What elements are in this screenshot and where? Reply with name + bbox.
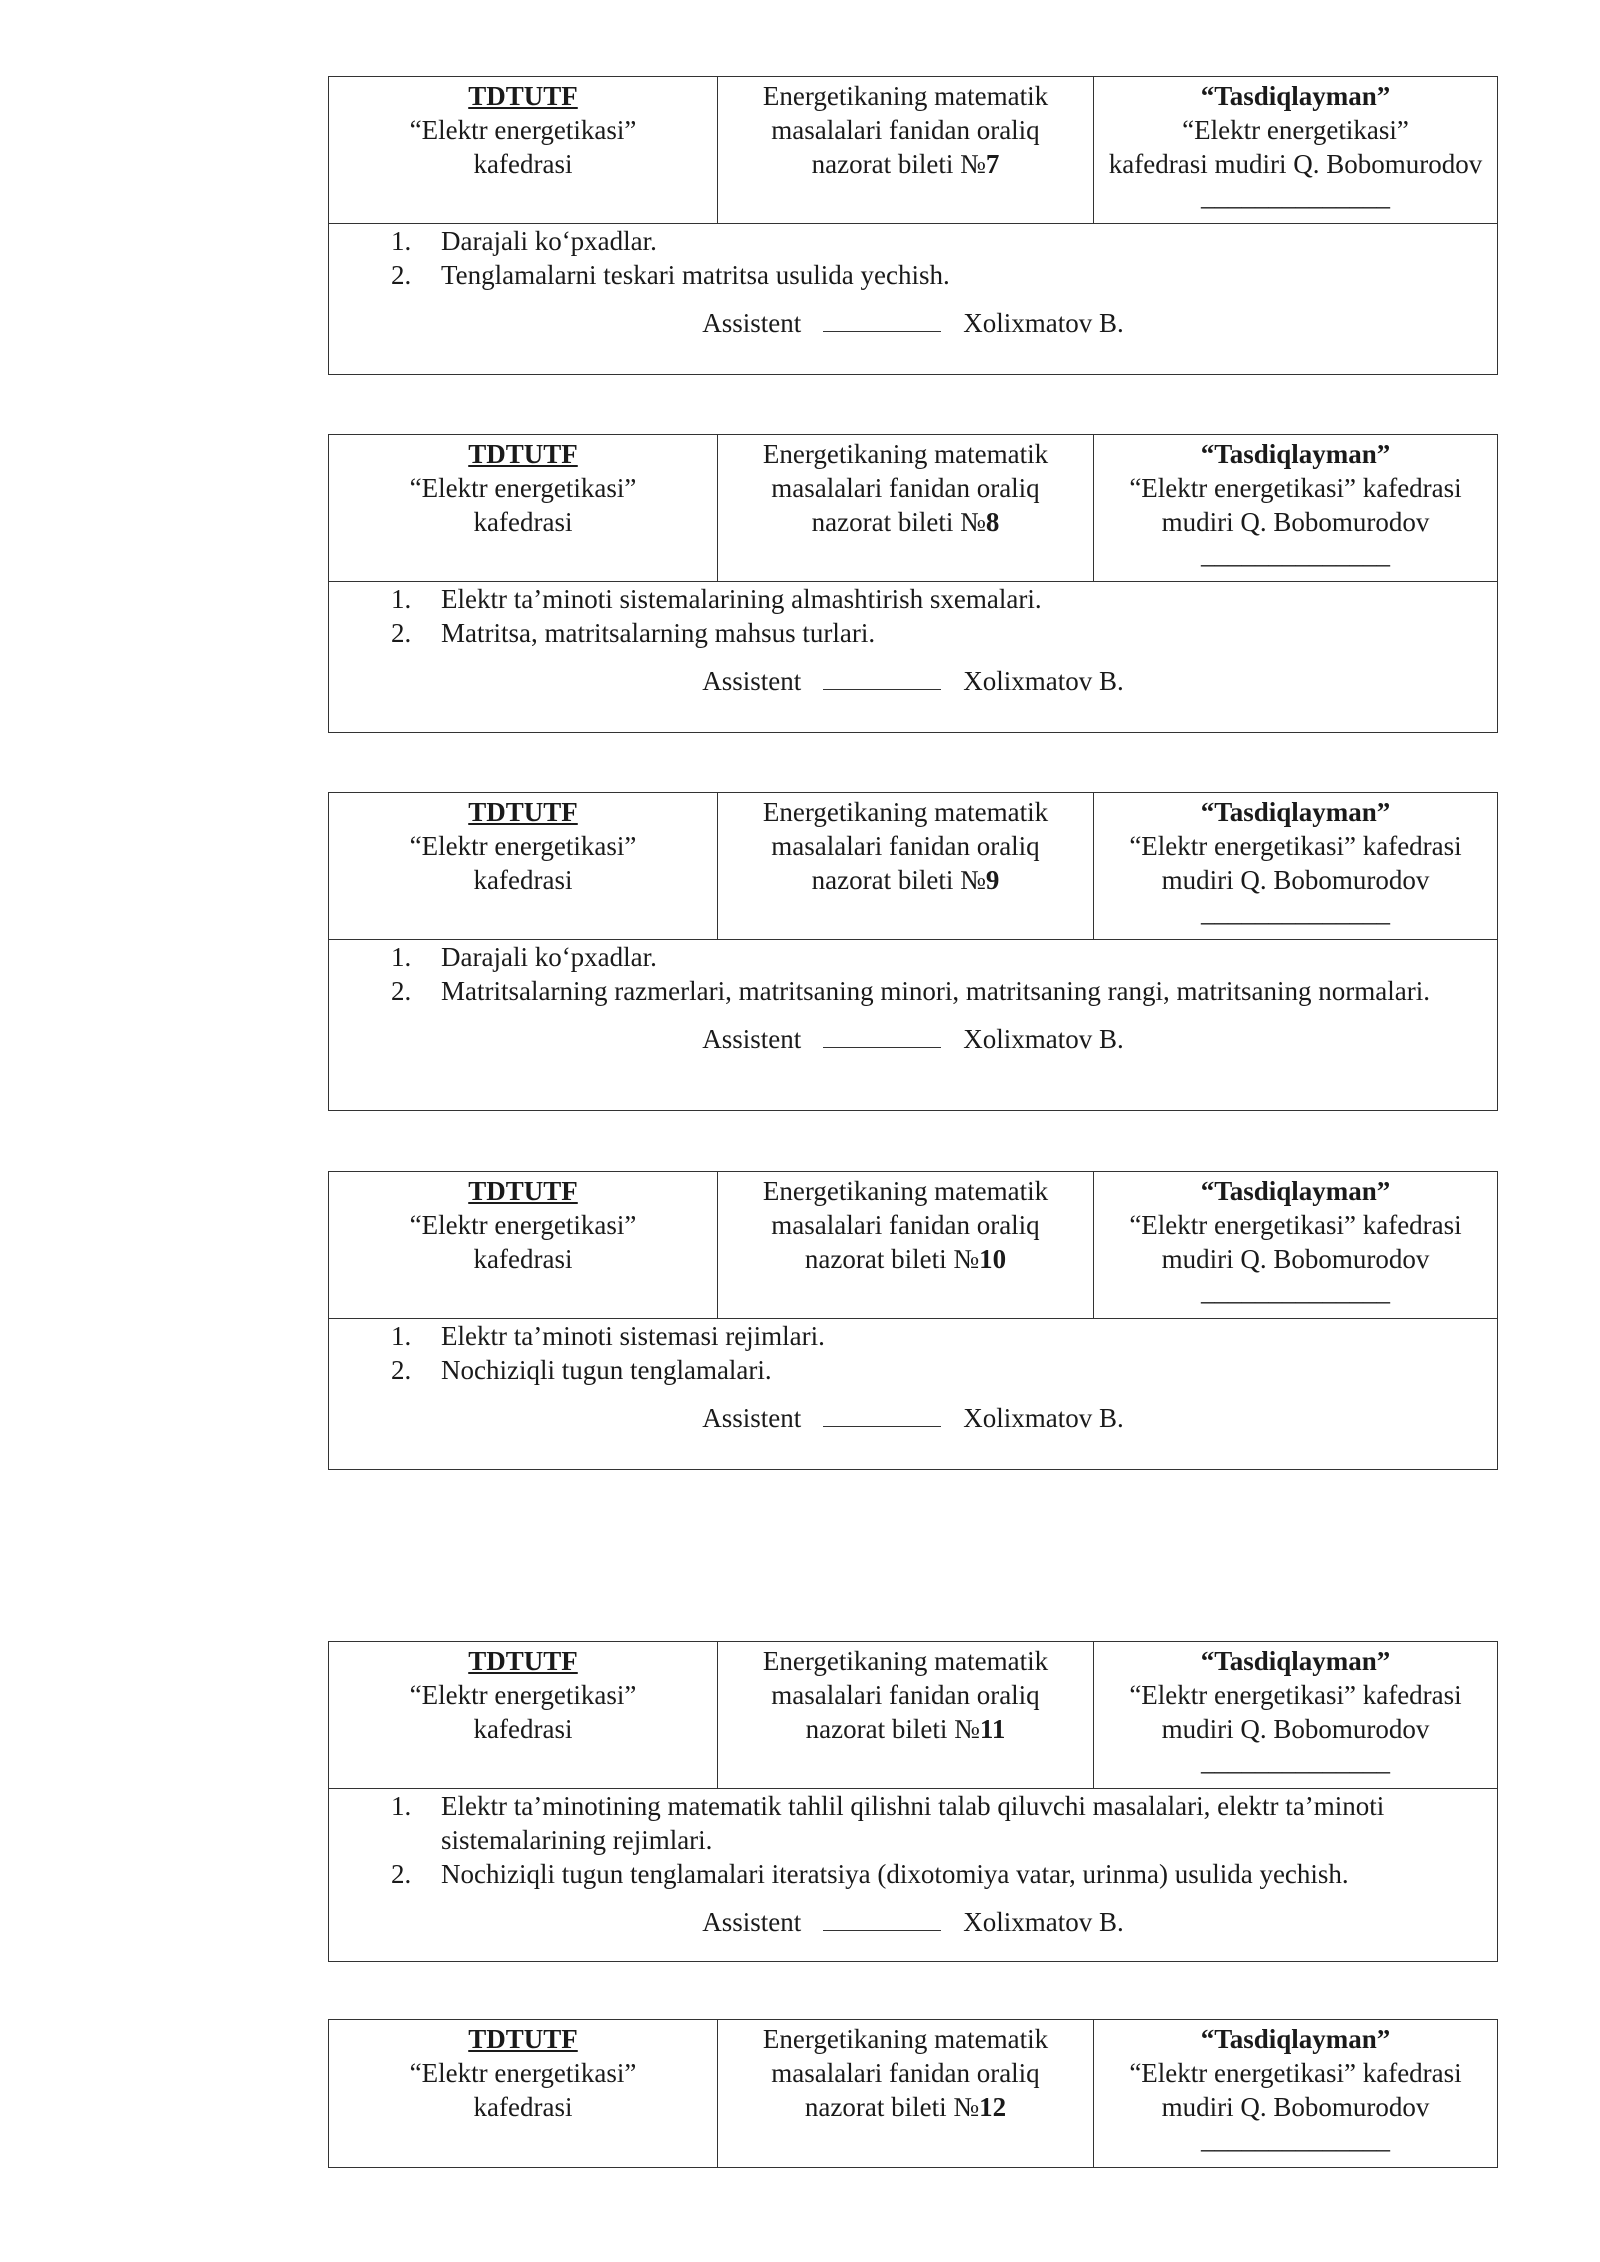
signature-row	[329, 1022, 1497, 1056]
org-name: TDTUTF	[468, 439, 578, 469]
ticket-header	[329, 793, 1497, 940]
approve-title: “Tasdiqlayman”	[1200, 1176, 1391, 1206]
ticket-header	[329, 1642, 1497, 1789]
approve-line2-start: kafedrasi	[1108, 149, 1208, 179]
approve-line2: mudiri Q. Bobomurodov	[1161, 1714, 1430, 1744]
question-number: 2.	[391, 976, 412, 1006]
subject-line1: Energetikaning matematik	[762, 1646, 1049, 1676]
ticket-9	[328, 792, 1498, 1111]
ticket-title-prefix: nazorat bileti №	[811, 865, 986, 895]
department-cell	[329, 793, 718, 939]
question-text: Elektr ta’minoti sistemalarining almashtirish sxemalari.	[441, 584, 1042, 614]
dept-line2: kafedrasi	[473, 507, 573, 537]
question-item	[329, 1319, 1497, 1353]
assistant-name: Xolixmatov B.	[963, 1403, 1124, 1433]
dept-line1: “Elektr energetikasi”	[409, 115, 637, 145]
approve-line2: mudiri Q. Bobomurodov	[1161, 507, 1430, 537]
question-text: Tenglamalarni teskari matritsa usulida yechish.	[441, 260, 950, 290]
question-item	[329, 974, 1497, 1008]
approve-line2: mudiri Q. Bobomurodov	[1161, 1244, 1430, 1274]
ticket-title-prefix: nazorat bileti №	[811, 149, 986, 179]
department-cell	[329, 1172, 718, 1318]
approve-title: “Tasdiqlayman”	[1200, 1646, 1391, 1676]
ticket-body	[329, 940, 1497, 1110]
subject-cell	[718, 1172, 1094, 1318]
question-text: Elektr ta’minoti sistemasi rejimlari.	[441, 1321, 825, 1351]
dept-line1: “Elektr energetikasi”	[409, 1210, 637, 1240]
org-name: TDTUTF	[468, 797, 578, 827]
subject-line2: masalalari fanidan oraliq	[771, 2058, 1040, 2088]
ticket-number: 7	[985, 149, 1000, 179]
question-text: Elektr ta’minotining matematik tahlil qilishni talab qiluvchi masalalari, elektr ta’minoti sistemalarining rejimlari.	[441, 1791, 1385, 1855]
assistant-name: Xolixmatov B.	[963, 666, 1124, 696]
approve-line2: mudiri Q. Bobomurodov	[1161, 2092, 1430, 2122]
signature-blank	[823, 307, 941, 332]
approve-line1: “Elektr energetikasi” kafedrasi	[1129, 831, 1462, 861]
org-name: TDTUTF	[468, 1176, 578, 1206]
approve-signature-line: ______________	[1201, 1746, 1390, 1776]
approval-cell	[1094, 77, 1497, 223]
approval-cell	[1094, 2020, 1497, 2167]
ticket-header	[329, 77, 1497, 224]
question-text: Darajali ko‘pxadlar.	[441, 226, 657, 256]
department-cell	[329, 435, 718, 581]
approve-signature-line: ______________	[1201, 539, 1390, 569]
ticket-title	[718, 1242, 1093, 1276]
question-item	[329, 1789, 1497, 1857]
ticket-header	[329, 435, 1497, 582]
approve-signature-line: ______________	[1201, 181, 1390, 211]
approve-line2: mudiri Q. Bobomurodov	[1161, 865, 1430, 895]
ticket-10	[328, 1171, 1498, 1470]
subject-line2: masalalari fanidan oraliq	[771, 1680, 1040, 1710]
subject-line1: Energetikaning matematik	[762, 439, 1049, 469]
question-text: Darajali ko‘pxadlar.	[441, 942, 657, 972]
ticket-number: 12	[979, 2092, 1007, 2122]
ticket-title-prefix: nazorat bileti №	[804, 1244, 980, 1274]
question-list	[329, 1789, 1497, 1891]
approve-line1: “Elektr energetikasi” kafedrasi	[1129, 2058, 1462, 2088]
approve-title: “Tasdiqlayman”	[1200, 797, 1391, 827]
approve-title: “Tasdiqlayman”	[1200, 2024, 1391, 2054]
approval-cell	[1094, 1172, 1497, 1318]
dept-line2: kafedrasi	[473, 1714, 573, 1744]
question-item	[329, 1857, 1497, 1891]
signature-row	[329, 664, 1497, 698]
assistant-role: Assistent	[702, 666, 802, 696]
dept-line2: kafedrasi	[473, 149, 573, 179]
approve-line1: “Elektr energetikasi” kafedrasi	[1129, 1680, 1462, 1710]
dept-line1: “Elektr energetikasi”	[409, 831, 637, 861]
assistant-role: Assistent	[702, 308, 802, 338]
subject-line1: Energetikaning matematik	[762, 1176, 1049, 1206]
question-item	[329, 258, 1497, 292]
question-number: 1.	[391, 1321, 412, 1351]
ticket-title	[718, 863, 1093, 897]
question-item	[329, 616, 1497, 650]
subject-line1: Energetikaning matematik	[762, 81, 1049, 111]
signature-row	[329, 1401, 1497, 1435]
approve-title: “Tasdiqlayman”	[1200, 439, 1391, 469]
ticket-title	[718, 505, 1093, 539]
subject-line2: masalalari fanidan oraliq	[771, 831, 1040, 861]
signature-blank	[823, 665, 941, 690]
question-list	[329, 582, 1497, 650]
question-item	[329, 1353, 1497, 1387]
subject-line1: Energetikaning matematik	[762, 797, 1049, 827]
subject-line1: Energetikaning matematik	[762, 2024, 1049, 2054]
ticket-number: 10	[979, 1244, 1007, 1274]
dept-line2: kafedrasi	[473, 865, 573, 895]
subject-line2: masalalari fanidan oraliq	[771, 1210, 1040, 1240]
question-number: 2.	[391, 260, 412, 290]
ticket-title	[718, 147, 1093, 181]
question-list	[329, 940, 1497, 1008]
assistant-role: Assistent	[702, 1024, 802, 1054]
ticket-body	[329, 1319, 1497, 1469]
question-text: Nochiziqli tugun tenglamalari.	[441, 1355, 772, 1385]
question-item	[329, 224, 1497, 258]
ticket-8	[328, 434, 1498, 733]
ticket-title	[718, 2090, 1093, 2124]
department-cell	[329, 2020, 718, 2167]
ticket-title-prefix: nazorat bileti №	[811, 507, 986, 537]
question-item	[329, 940, 1497, 974]
question-list	[329, 1319, 1497, 1387]
ticket-body	[329, 1789, 1497, 1961]
question-number: 1.	[391, 942, 412, 972]
assistant-role: Assistent	[702, 1907, 802, 1937]
signature-row	[329, 306, 1497, 340]
approve-signature-line: ______________	[1201, 897, 1390, 927]
org-name: TDTUTF	[468, 81, 578, 111]
question-number: 1.	[391, 584, 412, 614]
ticket-11	[328, 1641, 1498, 1962]
dept-line2: kafedrasi	[473, 1244, 573, 1274]
subject-cell	[718, 2020, 1094, 2167]
signature-blank	[823, 1402, 941, 1427]
subject-line2: masalalari fanidan oraliq	[771, 473, 1040, 503]
org-name: TDTUTF	[468, 1646, 578, 1676]
subject-line2: masalalari fanidan oraliq	[771, 115, 1040, 145]
question-number: 1.	[391, 1791, 412, 1821]
approve-line2-rest: mudiri Q. Bobomurodov	[1214, 149, 1483, 179]
question-text: Nochiziqli tugun tenglamalari iteratsiya (dixotomiya vatar, urinma) usulida yechish.	[441, 1859, 1349, 1889]
department-cell	[329, 77, 718, 223]
subject-cell	[718, 77, 1094, 223]
question-text: Matritsa, matritsalarning mahsus turlari.	[441, 618, 876, 648]
assistant-name: Xolixmatov B.	[963, 1024, 1124, 1054]
question-text: Matritsalarning razmerlari, matritsaning minori, matritsaning rangi, matritsaning normalari.	[441, 976, 1430, 1006]
approve-signature-line: ______________	[1201, 2124, 1390, 2154]
approve-title: “Tasdiqlayman”	[1200, 81, 1391, 111]
signature-row	[329, 1905, 1497, 1939]
subject-cell	[718, 793, 1094, 939]
ticket-body	[329, 582, 1497, 732]
dept-line2: kafedrasi	[473, 2092, 573, 2122]
approval-cell	[1094, 793, 1497, 939]
question-list	[329, 224, 1497, 292]
approval-cell	[1094, 1642, 1497, 1788]
approve-signature-line: ______________	[1201, 1276, 1390, 1306]
signature-blank	[823, 1906, 941, 1931]
ticket-12	[328, 2019, 1498, 2168]
subject-cell	[718, 1642, 1094, 1788]
dept-line1: “Elektr energetikasi”	[409, 2058, 637, 2088]
question-item	[329, 582, 1497, 616]
approve-line2	[1094, 147, 1497, 181]
ticket-number: 9	[985, 865, 1000, 895]
org-name: TDTUTF	[468, 2024, 578, 2054]
ticket-body	[329, 224, 1497, 374]
ticket-title	[718, 1712, 1093, 1746]
question-number: 2.	[391, 618, 412, 648]
dept-line1: “Elektr energetikasi”	[409, 473, 637, 503]
ticket-header	[329, 1172, 1497, 1319]
ticket-number: 11	[979, 1714, 1006, 1744]
department-cell	[329, 1642, 718, 1788]
assistant-name: Xolixmatov B.	[963, 1907, 1124, 1937]
question-number: 2.	[391, 1355, 412, 1385]
question-number: 1.	[391, 226, 412, 256]
ticket-title-prefix: nazorat bileti №	[804, 2092, 980, 2122]
assistant-role: Assistent	[702, 1403, 802, 1433]
ticket-number: 8	[985, 507, 1000, 537]
approve-line1: “Elektr energetikasi” kafedrasi	[1129, 473, 1462, 503]
approve-line1: “Elektr energetikasi”	[1182, 115, 1409, 145]
question-number: 2.	[391, 1859, 412, 1889]
ticket-title-prefix: nazorat bileti №	[805, 1714, 980, 1744]
ticket-7	[328, 76, 1498, 375]
ticket-header	[329, 2020, 1497, 2167]
subject-cell	[718, 435, 1094, 581]
dept-line1: “Elektr energetikasi”	[409, 1680, 637, 1710]
approval-cell	[1094, 435, 1497, 581]
assistant-name: Xolixmatov B.	[963, 308, 1124, 338]
signature-blank	[823, 1023, 941, 1048]
approve-line1: “Elektr energetikasi” kafedrasi	[1129, 1210, 1462, 1240]
